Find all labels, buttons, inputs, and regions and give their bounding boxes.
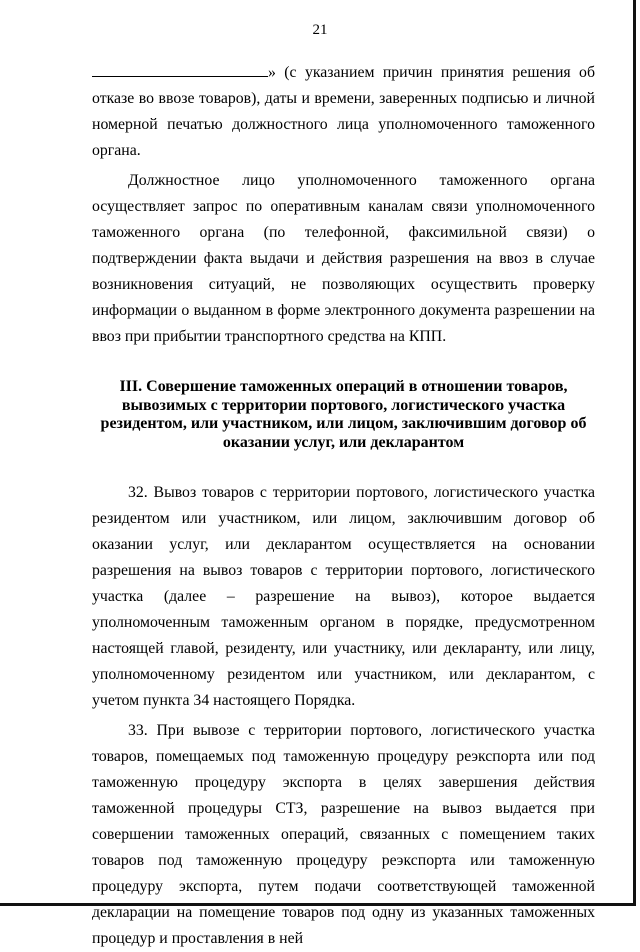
paragraph-query: Должностное лицо уполномоченного таможенного органа осуществляет запрос по оперативным каналам связи уполномоченного таможенного органа (по телефонной, факсимильной связи) о подтверждении факта выдачи и действия разрешения на ввоз в случае возникновения ситуаций, не позволяющих осуществить проверку информации о выданном в форме электронного документа разрешении на ввоз при прибытии транспортного средства на КПП.	[92, 172, 595, 345]
paragraph-continuation	[92, 60, 595, 164]
section-heading: III. Совершение таможенных операций в отношении товаров, вывозимых с территории портового, логистического участка резидентом, или участником, или лицом, заключившим договор об оказании услуг, или декларантом	[100, 378, 587, 451]
page-number: 21	[312, 22, 328, 38]
paragraph-continuation-text: » (с указанием причин принятия решения об отказе во ввозе товаров), даты и времени, заверенных подписью и личной номерной печатью должностного лица уполномоченного таможенного органа.	[92, 64, 595, 159]
blank-fill-line	[92, 62, 268, 77]
paragraph-32: 32. Вывоз товаров с территории портового, логистического участка резидентом или участником, или лицом, заключившим договор об оказании услуг, или декларантом осуществляется на основании разрешения на вывоз товаров с территории портового, логистического участка (далее – разрешение на вывоз), которое выдается уполномоченным таможенным органом в порядке, предусмотренном настоящей главой, резиденту, или участнику, или декларанту, или лицу, уполномоченному резидентом или участником, или декларантом, с учетом пункта 34 настоящего Порядка.	[92, 484, 595, 709]
paragraph-33: 33. При вывозе с территории портового, логистического участка товаров, помещаемых под таможенную процедуру реэкспорта или под таможенную процедуру экспорта в целях завершения действия таможенной процедуры СТЗ, разрешение на вывоз выдается при совершении таможенных операций, связанных с помещением таких товаров под таможенную процедуру реэкспорта или таможенную процедуру экспорта, путем подачи соответствующей таможенной декларации на помещение товаров под одну из указанных таможенных процедур и проставления в ней	[92, 722, 595, 947]
document-body	[92, 60, 595, 952]
